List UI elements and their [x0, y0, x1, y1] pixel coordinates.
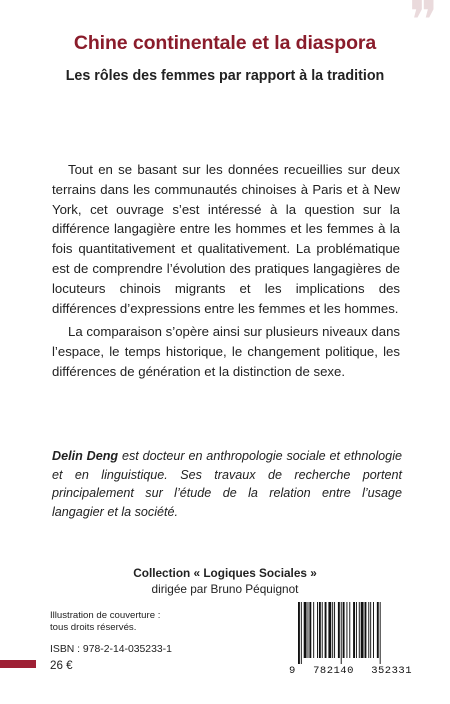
- author-name: Delin Deng: [52, 449, 119, 463]
- author-bio: [52, 447, 402, 521]
- book-subtitle: Les rôles des femmes par rapport à la tradition: [65, 68, 385, 84]
- summary-paragraph-1: Tout en se basant sur les données recueillies sur deux terrains dans les communautés chinoises à Paris et à New York, cet ouvrage s’est intéressé à la question sur la différence langagière entre les hommes et les femmes à la fois quantitativement et qualitativement. La problématique est de comprendre l’évolution des pratiques langagières de locuteurs chinois migrants et les implications des différences d’expressions entre les femmes et les hommes.: [52, 162, 400, 316]
- barcode: [289, 602, 412, 677]
- publisher-color-bar: [0, 660, 36, 668]
- barcode-left-digits: 782140: [313, 665, 354, 677]
- book-title: Chine continentale et la diaspora: [73, 32, 377, 54]
- barcode-right-digits: 352331: [371, 665, 412, 677]
- summary-paragraph-2: La comparaison s’opère ainsi sur plusieurs niveaux dans l’espace, le temps historique, le changement politique, les différences de génération et la distinction de sexe.: [52, 324, 400, 379]
- isbn-text: ISBN : 978-2-14-035233-1: [50, 644, 172, 655]
- collection-name: Collection « Logiques Sociales »: [133, 566, 317, 580]
- illustration-credit-line-2: tous droits réservés.: [50, 622, 137, 633]
- barcode-digits: [289, 665, 412, 677]
- price-text: 26 €: [50, 659, 73, 672]
- author-bio-text: est docteur en anthropologie sociale et ethnologie et en linguistique. Ses travaux de recherche portent principalement sur l’étude de la relation entre l’usage langagier et la société.: [52, 449, 402, 519]
- collection-director: dirigée par Bruno Péquignot: [151, 582, 299, 596]
- barcode-bars-icon: [292, 602, 412, 664]
- barcode-lead-digit: 9: [289, 665, 296, 677]
- decorative-quote-icon: ❞: [408, 0, 438, 51]
- illustration-credit: [50, 610, 190, 634]
- collection-info: [0, 565, 450, 597]
- illustration-credit-line-1: Illustration de couverture :: [50, 610, 161, 621]
